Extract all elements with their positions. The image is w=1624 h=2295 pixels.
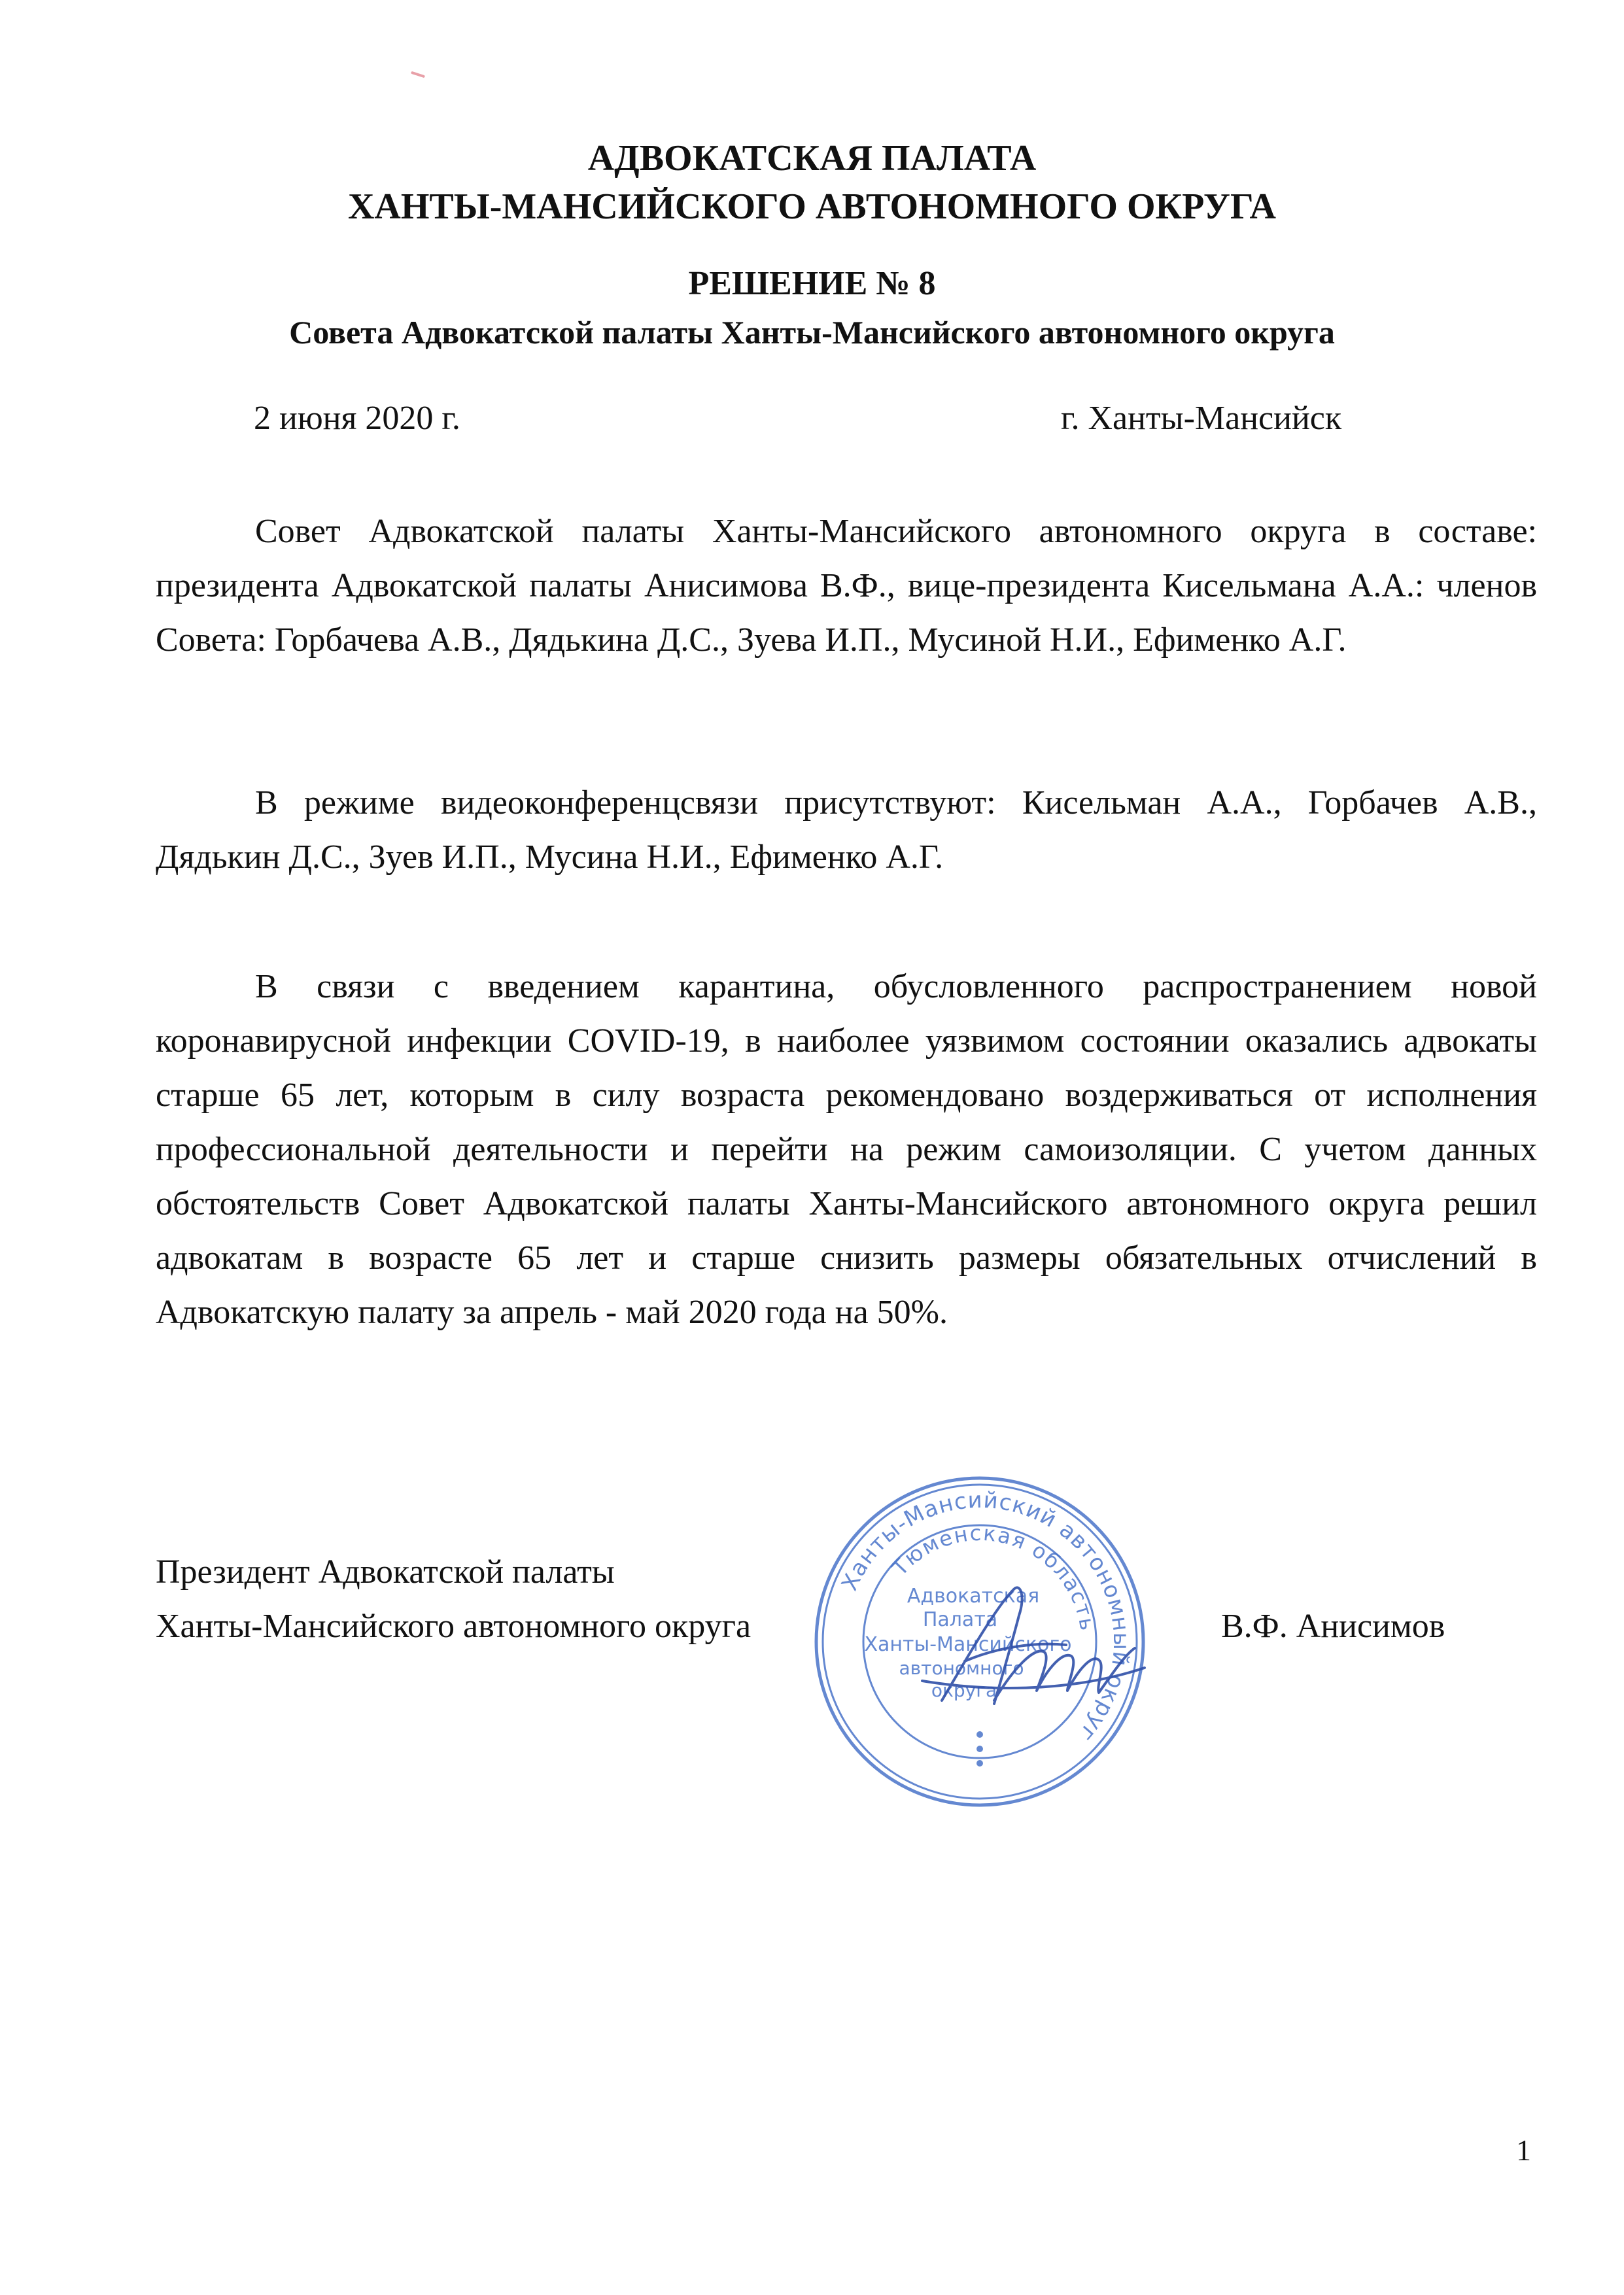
body-paragraph-council-composition: Совет Адвокатской палаты Ханты-Мансийского автономного округа в составе: президента Адвокатской палаты Анисимова В.Ф., вице-президента Кисельмана А.А.: членов Совета: Горбачева А.В., Дядькина Д.С., Зуева И.П., Мусиной Н.И., Ефименко А.Г. xyxy=(156,513,1537,659)
signature-position-line-2: Ханты-Мансийского автономного округа xyxy=(156,1608,752,1645)
svg-text:автономного: автономного xyxy=(899,1657,1024,1679)
decision-city: г. Ханты-Мансийск xyxy=(1061,400,1342,437)
signatory-name: В.Ф. Анисимов xyxy=(1221,1608,1445,1645)
decision-subtitle: Совета Адвокатской палаты Ханты-Мансийского автономного округа xyxy=(289,314,1335,351)
decision-date: 2 июня 2020 г. xyxy=(254,400,460,437)
signature-position-line-1: Президент Адвокатской палаты xyxy=(156,1553,615,1591)
svg-text:Палата: Палата xyxy=(922,1608,998,1631)
svg-text:Тюменская область: Тюменская область xyxy=(887,1520,1101,1634)
org-name-line-2: ХАНТЫ-МАНСИЙСКОГО АВТОНОМНОГО ОКРУГА xyxy=(347,186,1276,227)
signature-position xyxy=(156,1545,751,1653)
svg-text:Адвокатская: Адвокатская xyxy=(907,1585,1040,1608)
scan-artifact-mark xyxy=(411,71,425,78)
svg-text:округа: округа xyxy=(931,1680,997,1701)
body-paragraph-videoconference: В режиме видеоконференцсвязи присутствуют: Кисельман А.А., Горбачев А.В., Дядькин Д.С., Зуев И.П., Мусина Н.И., Ефименко А.Г. xyxy=(156,784,1537,876)
svg-text:Ханты-Мансийского: Ханты-Мансийского xyxy=(864,1633,1072,1656)
svg-text:Ханты-Мансийский автономный ок: Ханты-Мансийский автономный округ xyxy=(836,1487,1135,1747)
body-paragraph-decision: В связи с введением карантина, обусловленного распространением новой коронавирусной инфекции COVID-19, в наиболее уязвимом состоянии оказались адвокаты старше 65 лет, которым в силу возраста рекомендовано воздерживаться от исполнения профессиональной деятельности и перейти на режим самоизоляции. С учетом данных обстоятельств Совет Адвокатской палаты Ханты-Мансийского автономного округа решил адвокатам в возрасте 65 лет и старше снизить размеры обязательных отчислений в Адвокатскую палату за апрель - май 2020 года на 50%. xyxy=(156,968,1537,1331)
handwritten-signature xyxy=(903,1570,1151,1727)
org-name-line-1: АДВОКАТСКАЯ ПАЛАТА xyxy=(587,138,1037,179)
decision-title: РЕШЕНИЕ № 8 xyxy=(688,265,936,302)
page-number: 1 xyxy=(1516,2133,1531,2167)
